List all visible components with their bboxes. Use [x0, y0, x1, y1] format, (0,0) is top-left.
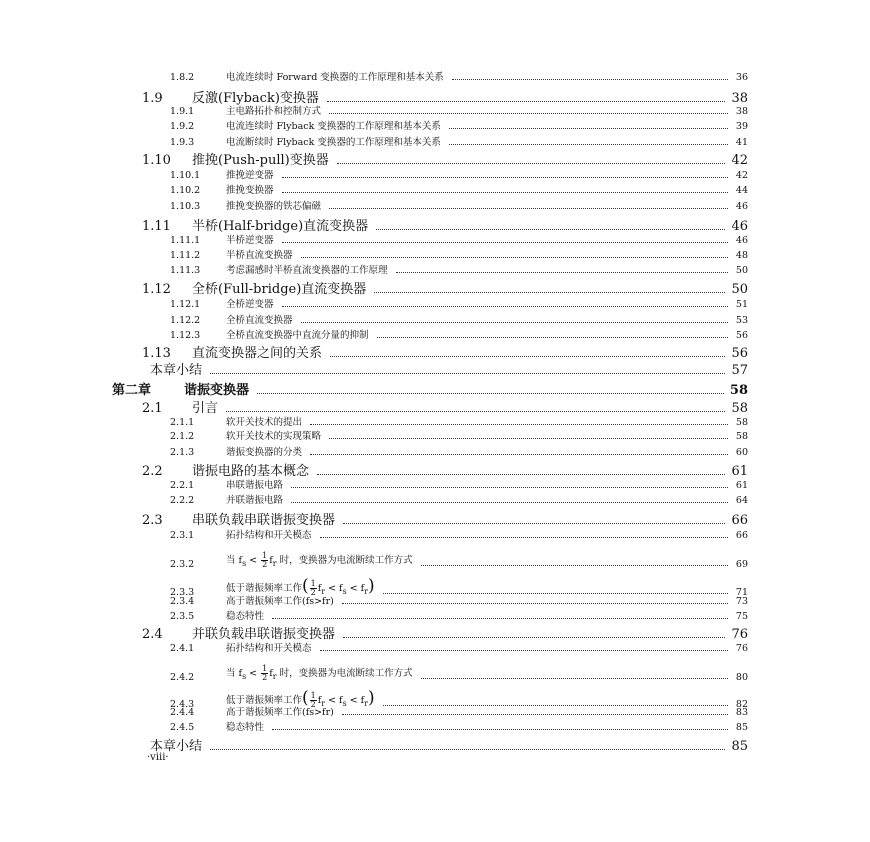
- toc-entry-page: 85: [731, 739, 748, 754]
- toc-leader-dots: [343, 637, 725, 638]
- toc-entry-number: 2.1.2: [170, 431, 195, 442]
- toc-leader-dots: [272, 729, 728, 730]
- toc-entry-page: 50: [735, 265, 748, 276]
- toc-leader-dots: [272, 618, 728, 619]
- toc-leader-dots: [257, 393, 724, 394]
- toc-entry-title: 本章小结: [150, 363, 203, 378]
- toc-entry-title: 当 $f_s$ < $\frac{1}{2}$ $f_r$ 时，变换器为电流断续工作方式: [226, 551, 413, 569]
- toc-entry-page: 53: [735, 315, 748, 326]
- toc-entry: [170, 481, 748, 491]
- toc-entry-title: 软开关技术的实现策略: [226, 431, 322, 442]
- toc-entry-number: 1.9.2: [170, 121, 195, 132]
- toc-entry: [170, 186, 748, 196]
- toc-entry: [170, 73, 748, 83]
- toc-leader-dots: [310, 424, 728, 425]
- fraction-one-half: $\frac{1}{2}$: [262, 664, 268, 682]
- toc-entry-page: 83: [735, 707, 748, 718]
- toc-leader-dots: [320, 650, 728, 651]
- toc-entry: [142, 220, 748, 233]
- toc-entry-title: 推挽变换器的铁芯偏磁: [226, 201, 322, 212]
- toc-leader-dots: [452, 79, 728, 80]
- toc-entry-page: 76: [731, 627, 748, 642]
- toc-leader-dots: [291, 502, 728, 503]
- toc-entry-page: 42: [731, 153, 748, 168]
- toc-entry: [142, 465, 748, 478]
- toc-entry-page: 85: [735, 722, 748, 733]
- toc-entry-title: 全桥(Full-bridge)直流变换器: [192, 282, 367, 297]
- toc-entry-title: 谐振变换器的分类: [226, 447, 303, 458]
- toc-entry-number: 2.2: [142, 464, 163, 479]
- toc-entry-page: 60: [735, 447, 748, 458]
- toc-entry-title: 谐振电路的基本概念: [192, 464, 310, 479]
- toc-entry-title: 全桥直流变换器中直流分量的抑制: [226, 330, 369, 341]
- toc-leader-dots: [282, 306, 728, 307]
- toc-leader-dots: [376, 229, 725, 230]
- toc-entry-title: 半桥逆变器: [226, 235, 274, 246]
- fraction-one-half: $\frac{1}{2}$: [310, 579, 316, 597]
- toc-entry-number: 2.3.2: [170, 558, 195, 570]
- toc-entry-number: 2.2.1: [170, 480, 195, 491]
- toc-entry-number: 2.1.1: [170, 417, 195, 428]
- toc-entry-number: 1.8.2: [170, 72, 195, 83]
- toc-entry-title: 低于谐振频率工作( $\frac{1}{2}$ $f_r < f_s < f_r$): [226, 688, 375, 709]
- toc-entry-number: 2.4: [142, 627, 163, 642]
- toc-entry-number: 1.9.1: [170, 106, 195, 117]
- toc-entry: [142, 347, 748, 360]
- toc-entry: [170, 578, 748, 597]
- fraction-one-half: $\frac{1}{2}$: [310, 691, 316, 709]
- toc-entry-number: 1.10.2: [170, 185, 201, 196]
- toc-leader-dots: [282, 242, 728, 243]
- toc-leader-dots: [226, 411, 725, 412]
- toc-entry-title: 并联负载串联谐振变换器: [192, 627, 336, 642]
- toc-entry-title: 反激(Flyback)变换器: [192, 91, 319, 106]
- toc-entry-number: 1.10.1: [170, 170, 201, 181]
- toc-entry: [170, 552, 748, 569]
- toc-entry: [170, 612, 748, 622]
- toc-entry-page: 76: [735, 643, 748, 654]
- toc-entry: [150, 364, 748, 377]
- toc-entry-page: 46: [735, 201, 748, 212]
- toc-leader-dots: [342, 714, 728, 715]
- toc-entry-page: 80: [735, 671, 748, 683]
- toc-leader-dots: [377, 337, 728, 338]
- toc-entry: [170, 418, 748, 428]
- toc-entry-number: 2.3: [142, 513, 163, 528]
- toc-leader-dots: [282, 192, 728, 193]
- toc-entry: [170, 107, 748, 117]
- toc-entry-number: 1.13: [142, 346, 171, 361]
- toc-entry: [142, 514, 748, 527]
- toc-entry-page: 46: [735, 235, 748, 246]
- toc-entry: [170, 251, 748, 261]
- toc-leader-dots: [310, 454, 728, 455]
- toc-entry-number: 1.11: [142, 219, 171, 234]
- toc-leader-dots: [374, 292, 725, 293]
- toc-entry-page: 64: [735, 495, 748, 506]
- toc-entry-page: 73: [735, 596, 748, 607]
- toc-leader-dots: [329, 113, 728, 114]
- toc-entry-number: 1.10.3: [170, 201, 201, 212]
- toc-entry-title: 电流断续时 Flyback 变换器的工作原理和基本关系: [226, 137, 441, 148]
- toc-entry-page: 39: [735, 121, 748, 132]
- toc-entry: [142, 283, 748, 296]
- toc-entry-page: 58: [735, 417, 748, 428]
- toc-entry: [170, 432, 748, 442]
- toc-entry-number: 2.4.3: [170, 698, 195, 710]
- toc-entry: [142, 402, 748, 415]
- toc-entry-page: 71: [735, 586, 748, 598]
- toc-entry: [170, 644, 748, 654]
- toc-entry: [142, 92, 748, 105]
- toc-entry-number: 1.12: [142, 282, 171, 297]
- toc-entry-number: 1.9.3: [170, 137, 195, 148]
- toc-entry-title: 引言: [192, 401, 219, 416]
- toc-entry-page: 50: [731, 282, 748, 297]
- toc-entry: [170, 138, 748, 148]
- toc-leader-dots: [282, 177, 728, 178]
- toc-entry-number: 1.11.2: [170, 250, 201, 261]
- toc-entry-title: 电流连续时 Flyback 变换器的工作原理和基本关系: [226, 121, 441, 132]
- toc-entry: [170, 331, 748, 341]
- toc-entry: [170, 266, 748, 276]
- toc-entry: [142, 628, 748, 641]
- toc-entry-number: 2.3.1: [170, 530, 195, 541]
- toc-entry: [170, 171, 748, 181]
- toc-entry-page: 56: [731, 346, 748, 361]
- toc-leader-dots: [383, 593, 728, 594]
- toc-entry-number: 2.4.2: [170, 671, 195, 683]
- toc-entry-page: 42: [735, 170, 748, 181]
- toc-entry: [170, 122, 748, 132]
- toc-entry-page: 61: [731, 464, 748, 479]
- toc-leader-dots: [396, 272, 728, 273]
- toc-entry: [170, 531, 748, 541]
- toc-entry-page: 58: [735, 431, 748, 442]
- toc-entry-number: 2.2.2: [170, 495, 195, 506]
- toc-leader-dots: [343, 523, 725, 524]
- toc-entry: [170, 708, 748, 718]
- toc-entry-title: 稳态特性: [226, 722, 265, 733]
- toc-leader-dots: [337, 163, 726, 164]
- toc-leader-dots: [329, 208, 728, 209]
- toc-entry-number: 1.11.3: [170, 265, 201, 276]
- toc-entry-page: 44: [735, 185, 748, 196]
- toc-entry-title: 推挽变换器: [226, 185, 274, 196]
- toc-entry-page: 57: [731, 363, 748, 378]
- toc-leader-dots: [342, 603, 728, 604]
- toc-entry-number: 1.11.1: [170, 235, 201, 246]
- toc-entry-title: 本章小结: [150, 739, 203, 754]
- toc-entry: [170, 496, 748, 506]
- toc-leader-dots: [210, 749, 725, 750]
- toc-leader-dots: [449, 144, 728, 145]
- toc-entry-title: 并联谐振电路: [226, 495, 284, 506]
- toc-leader-dots: [301, 257, 728, 258]
- toc-entry-page: 58: [729, 383, 748, 398]
- toc-entry: [170, 597, 748, 607]
- toc-entry-page: 69: [735, 558, 748, 570]
- toc-entry-title: 当 $f_s$ < $\frac{1}{2}$ $f_r$ 时，变换器为电流断续工作方式: [226, 664, 413, 682]
- toc-entry-page: 82: [735, 698, 748, 710]
- page-number-footer: ·viii·: [147, 752, 169, 763]
- toc-entry-page: 48: [735, 250, 748, 261]
- toc-entry-page: 46: [731, 219, 748, 234]
- toc-leader-dots: [210, 373, 725, 374]
- toc-entry-title: 推挽(Push-pull)变换器: [192, 153, 329, 168]
- toc-entry-page: 58: [731, 401, 748, 416]
- toc-entry-title: 直流变换器之间的关系: [192, 346, 323, 361]
- toc-leader-dots: [301, 322, 728, 323]
- toc-entry-title: 考虑漏感时半桥直流变换器的工作原理: [226, 265, 388, 276]
- toc-entry-title: 高于谐振频率工作(fs>fr): [226, 707, 334, 718]
- toc-entry-title: 稳态特性: [226, 611, 265, 622]
- toc-entry-number: 1.9: [142, 91, 163, 106]
- toc-entry-title: 电流连续时 Forward 变换器的工作原理和基本关系: [226, 72, 444, 83]
- toc-leader-dots: [291, 487, 728, 488]
- toc-entry-title: 全桥逆变器: [226, 299, 274, 310]
- toc-entry-page: 38: [731, 91, 748, 106]
- toc-entry-number: 2.3.4: [170, 596, 195, 607]
- toc-entry-title: 推挽逆变器: [226, 170, 274, 181]
- toc-entry: [142, 154, 748, 167]
- fraction-one-half: $\frac{1}{2}$: [262, 551, 268, 569]
- toc-entry: [170, 236, 748, 246]
- toc-leader-dots: [421, 565, 728, 566]
- toc-entry-number: 2.3.3: [170, 586, 195, 598]
- toc-entry-title: 主电路拓扑和控制方式: [226, 106, 322, 117]
- toc-leader-dots: [449, 128, 728, 129]
- toc-entry-title: 谐振变换器: [184, 383, 250, 398]
- toc-entry-number: 2.4.5: [170, 722, 195, 733]
- toc-entry-page: 51: [735, 299, 748, 310]
- toc-entry-page: 36: [735, 72, 748, 83]
- toc-entry-page: 38: [735, 106, 748, 117]
- toc-entry-page: 56: [735, 330, 748, 341]
- toc-entry: [170, 723, 748, 733]
- toc-entry-title: 高于谐振频率工作(fs>fr): [226, 596, 334, 607]
- toc-entry-title: 拓扑结构和开关模态: [226, 643, 312, 654]
- toc-entry-number: 2.4.4: [170, 707, 195, 718]
- toc-entry-number: 2.4.1: [170, 643, 195, 654]
- toc-entry-page: 61: [735, 480, 748, 491]
- toc-entry-number: 1.12.1: [170, 299, 201, 310]
- toc-entry-number: 1.10: [142, 153, 171, 168]
- toc-entry-title: 半桥直流变换器: [226, 250, 293, 261]
- toc-entry-number: 第二章: [112, 383, 152, 398]
- toc-entry: [170, 202, 748, 212]
- toc-leader-dots: [421, 678, 728, 679]
- toc-entry-title: 软开关技术的提出: [226, 417, 303, 428]
- toc-entry: [170, 665, 748, 682]
- toc-leader-dots: [329, 438, 728, 439]
- toc-entry-page: 75: [735, 611, 748, 622]
- toc-leader-dots: [317, 474, 725, 475]
- toc-entry: [150, 740, 748, 753]
- toc-entry: [112, 384, 748, 397]
- toc-entry: [170, 448, 748, 458]
- toc-entry-page: 66: [735, 530, 748, 541]
- toc-entry-page: 41: [735, 137, 748, 148]
- toc-entry-page: 66: [731, 513, 748, 528]
- toc-entry-number: 2.1: [142, 401, 163, 416]
- toc-entry-title: 拓扑结构和开关模态: [226, 530, 312, 541]
- toc-entry: [170, 300, 748, 310]
- toc-leader-dots: [327, 101, 726, 102]
- toc-leader-dots: [383, 705, 728, 706]
- toc-entry: [170, 316, 748, 326]
- toc-entry-title: 半桥(Half-bridge)直流变换器: [192, 219, 369, 234]
- toc-entry-title: 串联负载串联谐振变换器: [192, 513, 336, 528]
- toc-leader-dots: [320, 537, 728, 538]
- toc-entry-number: 2.3.5: [170, 611, 195, 622]
- toc-entry-number: 1.12.3: [170, 330, 201, 341]
- toc-entry-title: 低于谐振频率工作( $\frac{1}{2}$ $f_r < f_s < f_r$): [226, 576, 375, 597]
- toc-entry-number: 1.12.2: [170, 315, 201, 326]
- toc-leader-dots: [330, 356, 725, 357]
- toc-entry-number: 2.1.3: [170, 447, 195, 458]
- toc-entry-title: 全桥直流变换器: [226, 315, 293, 326]
- toc-entry-title: 串联谐振电路: [226, 480, 284, 491]
